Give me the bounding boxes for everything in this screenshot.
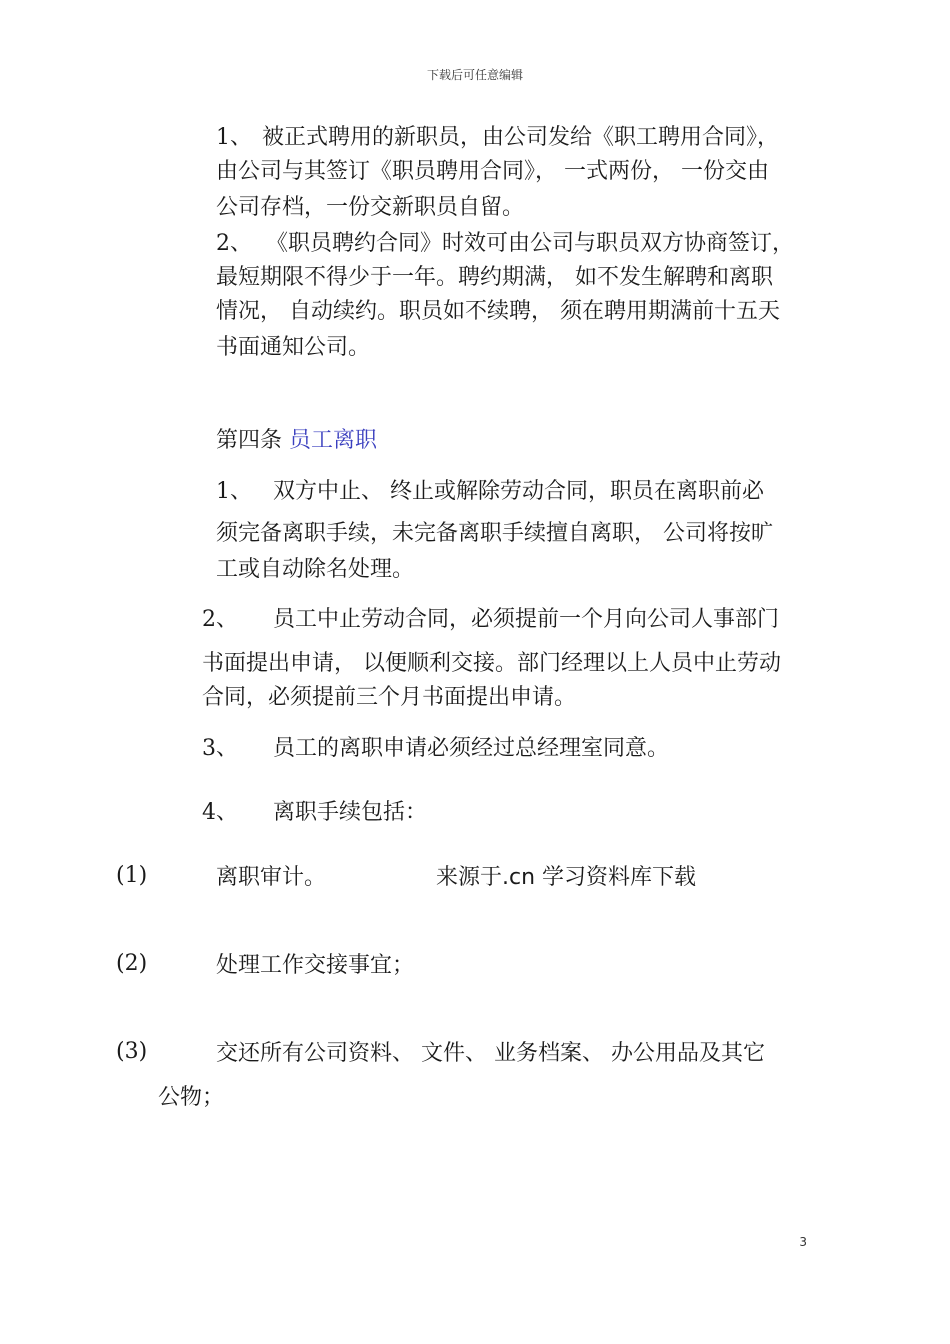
section-heading bbox=[216, 427, 377, 455]
paragraph-line: 双方中止、 终止或解除劳动合同，职员在离职前必 bbox=[273, 479, 764, 504]
paragraph-line: 书面通知公司。 bbox=[216, 335, 371, 360]
item-marker: 2、 bbox=[202, 607, 238, 632]
subitem-marker: (1) bbox=[116, 863, 148, 888]
page-header: 下载后可任意编辑 bbox=[426, 68, 523, 82]
page-number: 3 bbox=[799, 1235, 807, 1249]
section-title: 员工离职 bbox=[289, 428, 378, 453]
paragraph-line: 离职手续包括： bbox=[273, 800, 428, 825]
subitem-text: 交还所有公司资料、 文件、 业务档案、 办公用品及其它 bbox=[216, 1041, 765, 1066]
item-marker: 1、 bbox=[216, 479, 252, 504]
paragraph-line: 由公司与其签订《职员聘用合同》， 一式两份， 一份交由 bbox=[216, 159, 769, 184]
paragraph-line: 工或自动除名处理。 bbox=[216, 557, 415, 582]
paragraph-line: 书面提出申请， 以便顺利交接。部门经理以上人员中止劳动 bbox=[202, 651, 781, 676]
paragraph-line: 须完备离职手续，未完备离职手续擅自离职， 公司将按旷 bbox=[216, 521, 773, 546]
paragraph-line: 合同，必须提前三个月书面提出申请。 bbox=[202, 685, 577, 710]
subitem-marker: (2) bbox=[116, 951, 148, 976]
paragraph-line: 公司存档，一份交新职员自留。 bbox=[216, 195, 525, 220]
subitem-text: 离职审计。 bbox=[216, 865, 327, 890]
source-note: 来源于.cn 学习资料库下载 bbox=[436, 865, 697, 890]
subitem-marker: (3) bbox=[116, 1039, 148, 1064]
subitem-continuation: 公物； bbox=[158, 1085, 225, 1110]
item-marker: 4、 bbox=[202, 800, 238, 825]
paragraph-line: 员工的离职申请必须经过总经理室同意。 bbox=[273, 736, 670, 761]
paragraph-line: 被正式聘用的新职员，由公司发给《职工聘用合同》， bbox=[262, 125, 780, 150]
paragraph-line: 情况， 自动续约。职员如不续聘， 须在聘用期满前十五天 bbox=[216, 299, 780, 324]
paragraph-line: 员工中止劳动合同，必须提前一个月向公司人事部门 bbox=[273, 607, 780, 632]
section-number: 第四条 bbox=[216, 428, 283, 453]
subitem-text: 处理工作交接事宜； bbox=[216, 953, 415, 978]
paragraph-line: 《职员聘约合同》时效可由公司与职员双方协商签订， bbox=[266, 231, 795, 256]
item-marker: 2、 bbox=[216, 231, 252, 256]
item-marker: 1、 bbox=[216, 125, 252, 150]
paragraph-line: 最短期限不得少于一年。聘约期满， 如不发生解聘和离职 bbox=[216, 265, 773, 290]
item-marker: 3、 bbox=[202, 736, 238, 761]
